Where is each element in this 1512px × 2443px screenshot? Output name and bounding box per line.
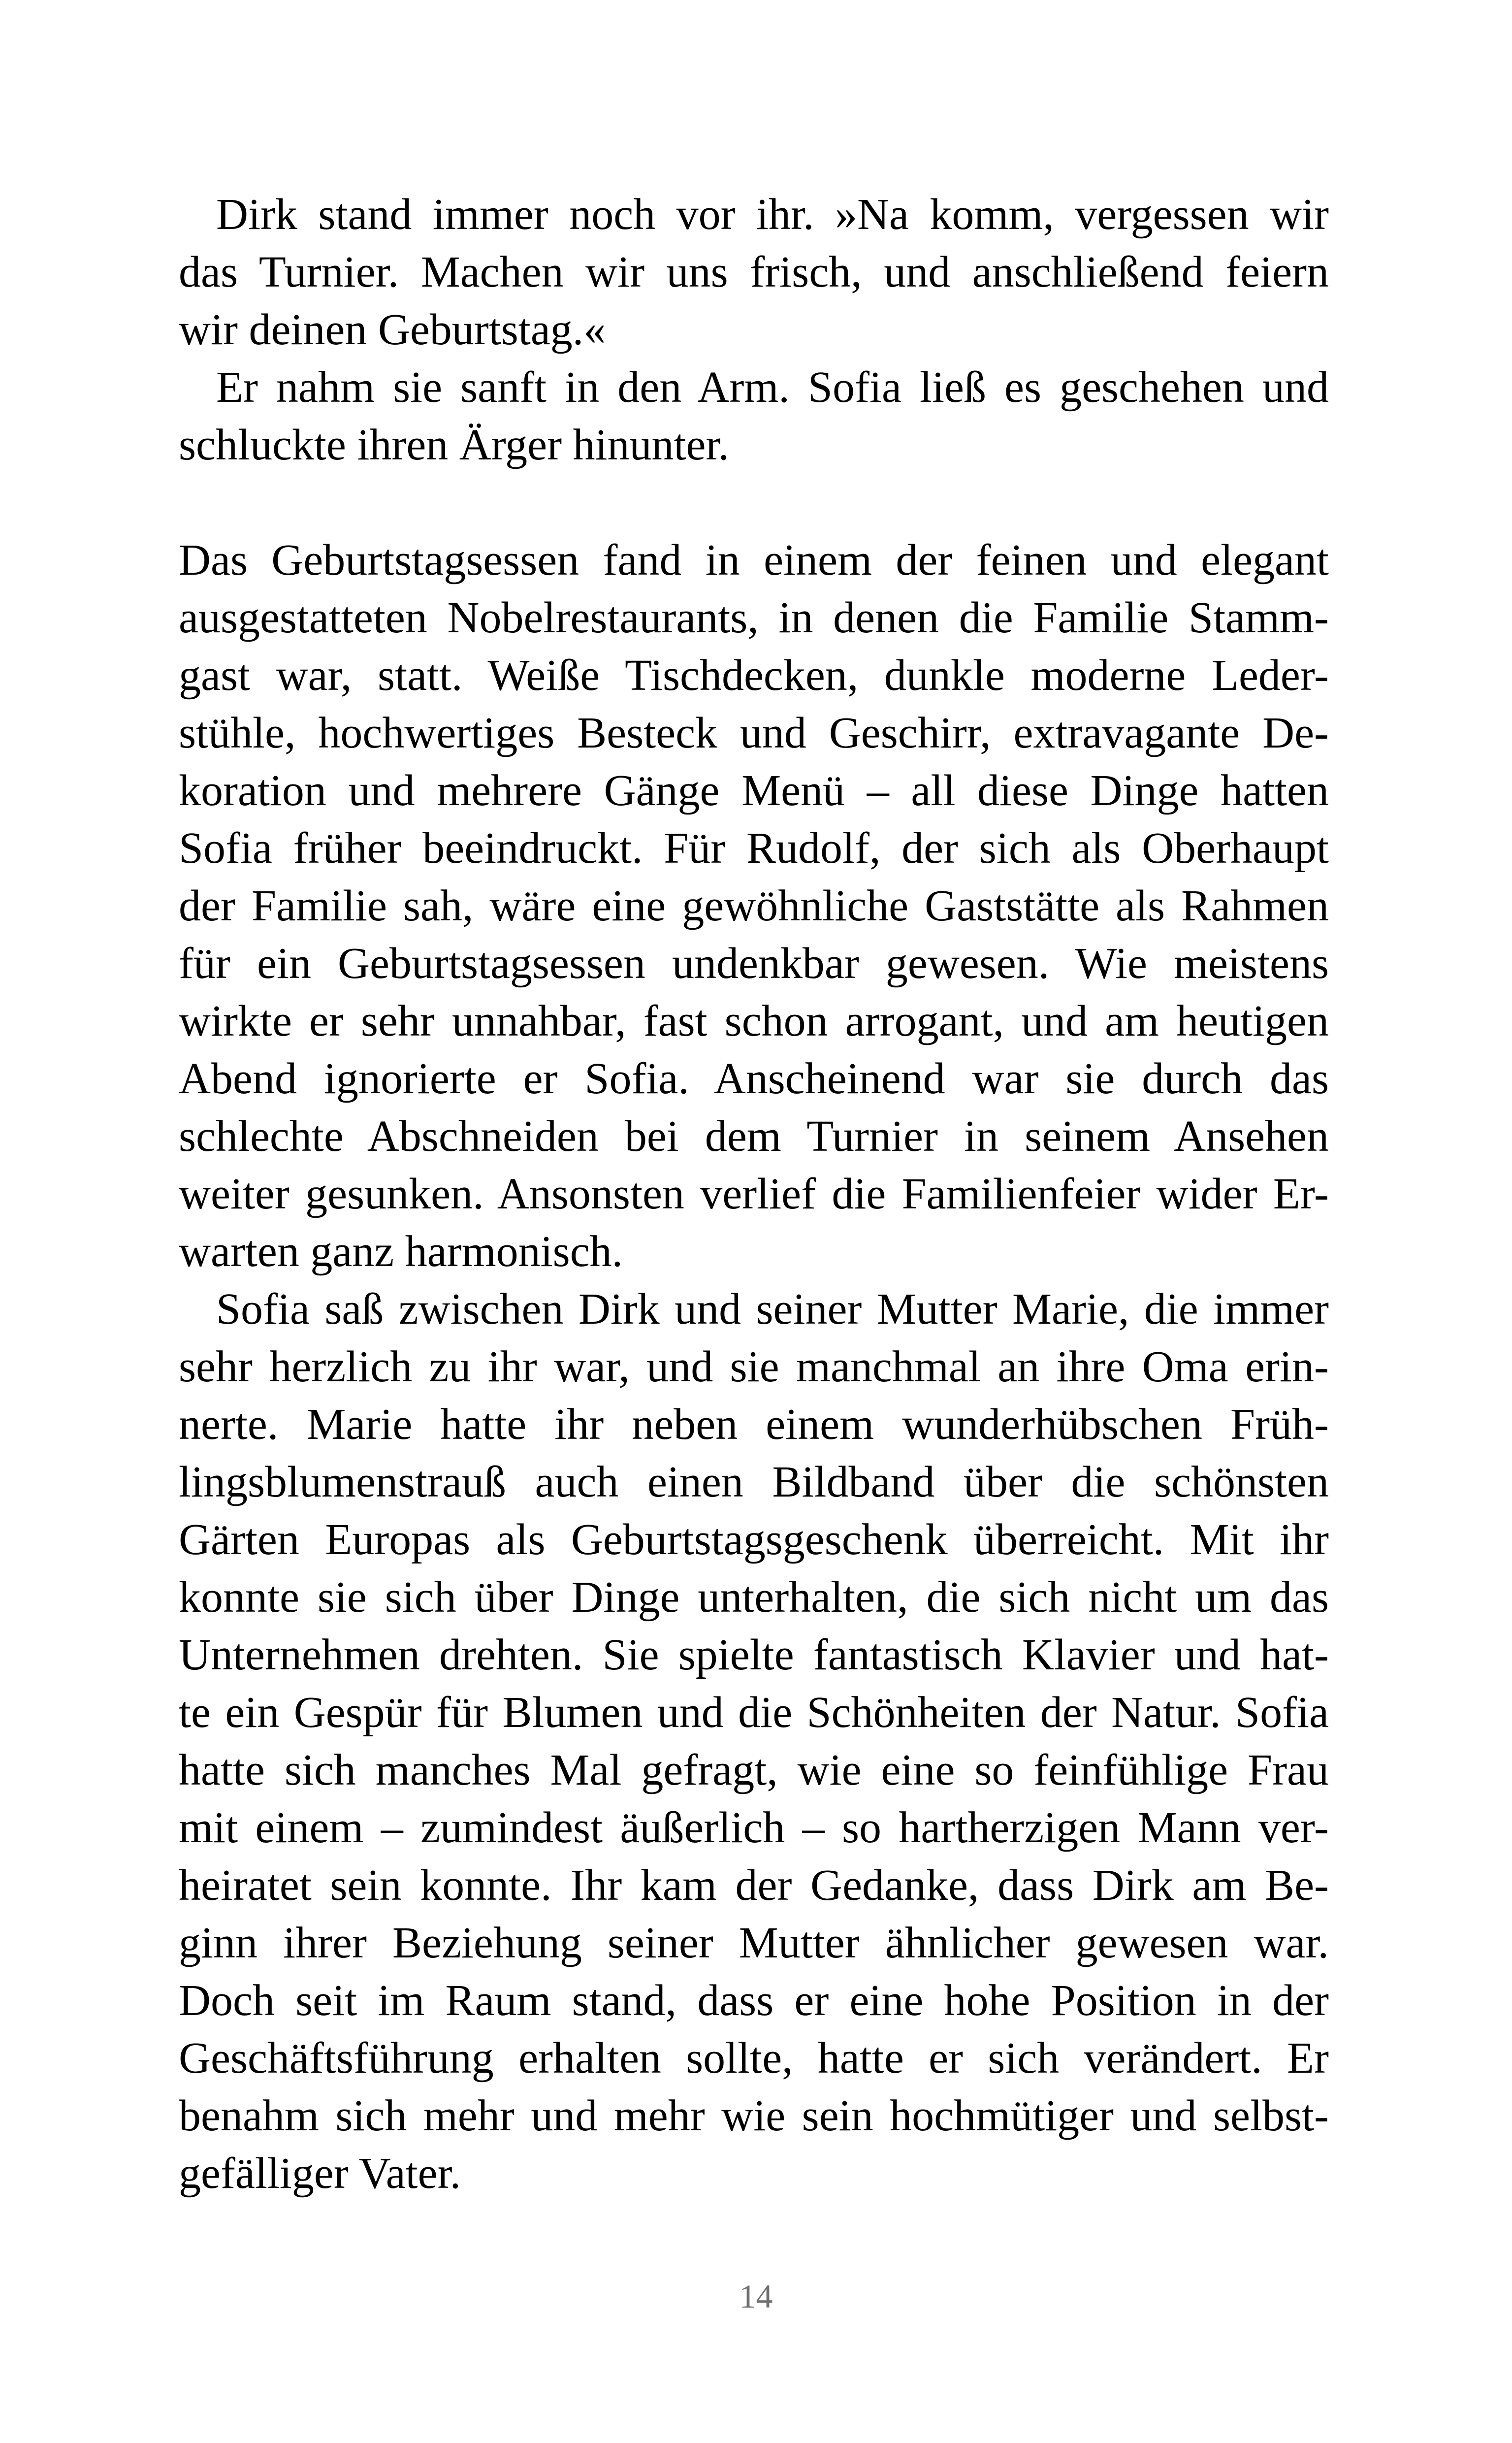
page-number: 14 [739, 2278, 773, 2315]
text-line: ginn ihrer Beziehung seiner Mutter ähnlicher gewesen war. [179, 1919, 1329, 1967]
text-line: warten ganz harmonisch. [179, 1227, 623, 1276]
text-line: Sofia früher beeindruckt. Für Rudolf, der sich als Oberhaupt [179, 824, 1329, 873]
text-line: stühle, hochwertiges Besteck und Geschirr, extravagante De- [179, 709, 1329, 757]
text-line: schlechte Abschneiden bei dem Turnier in seinem Ansehen [179, 1112, 1329, 1161]
text-line: gefälliger Vater. [179, 2149, 461, 2198]
text-line: lingsblumenstrauß auch einen Bildband über die schönsten [179, 1458, 1329, 1506]
paragraph-spacer [179, 474, 1329, 531]
text-line: konnte sie sich über Dinge unterhalten, die sich nicht um das [179, 1573, 1329, 1622]
text-line: wirkte er sehr unnahbar, fast schon arrogant, und am heutigen [179, 997, 1329, 1045]
text-line: heiratet sein konnte. Ihr kam der Gedanke, dass Dirk am Be- [179, 1861, 1329, 1910]
text-line: hatte sich manches Mal gefragt, wie eine so feinfühlige Frau [179, 1746, 1329, 1794]
text-line: sehr herzlich zu ihr war, und sie manchmal an ihre Oma erin- [179, 1342, 1329, 1391]
text-line: der Familie sah, wäre eine gewöhnliche Gaststätte als Rahmen [179, 881, 1329, 930]
text-line: koration und mehrere Gänge Menü – all diese Dinge hatten [179, 766, 1329, 815]
text-line: Das Geburtstagsessen fand in einem der feinen und elegant [179, 536, 1329, 585]
text-line: wir deinen Geburtstag.« [179, 305, 606, 354]
text-line: ausgestatteten Nobelrestaurants, in denen die Familie Stamm- [179, 593, 1329, 642]
text-line: für ein Geburtstagsessen undenkbar gewesen. Wie meistens [179, 939, 1329, 988]
text-line: benahm sich mehr und mehr wie sein hochmütiger und selbst- [179, 2091, 1329, 2140]
text-line: Sofia saß zwischen Dirk und seiner Mutter Marie, die immer [216, 1285, 1329, 1334]
text-line: Unternehmen drehten. Sie spielte fantastisch Klavier und hat- [179, 1630, 1329, 1679]
text-line: gast war, statt. Weiße Tischdecken, dunkle moderne Leder- [179, 651, 1329, 700]
text-line: Dirk stand immer noch vor ihr. »Na komm, vergessen wir [216, 190, 1329, 239]
text-line: weiter gesunken. Ansonsten verlief die Familienfeier wider Er- [179, 1170, 1329, 1218]
text-line: das Turnier. Machen wir uns frisch, und anschließend feiern [179, 248, 1329, 296]
text-line: Gärten Europas als Geburtstagsgeschenk überreicht. Mit ihr [179, 1515, 1329, 1564]
text-line: nerte. Marie hatte ihr neben einem wunderhübschen Früh- [179, 1400, 1329, 1449]
text-line: Abend ignorierte er Sofia. Anscheinend war sie durch das [179, 1054, 1329, 1103]
text-line: Geschäftsführung erhalten sollte, hatte er sich verändert. Er [179, 2034, 1329, 2083]
text-line: Doch seit im Raum stand, dass er eine hohe Position in der [179, 1976, 1329, 2025]
text-line: te ein Gespür für Blumen und die Schönheiten der Natur. Sofia [179, 1688, 1329, 1737]
text-line: mit einem – zumindest äußerlich – so hartherzigen Mann ver- [179, 1803, 1329, 1852]
text-line: schluckte ihren Ärger hinunter. [179, 421, 730, 469]
text-line: Er nahm sie sanft in den Arm. Sofia ließ es geschehen und [216, 363, 1329, 412]
text-block [179, 186, 1329, 2202]
